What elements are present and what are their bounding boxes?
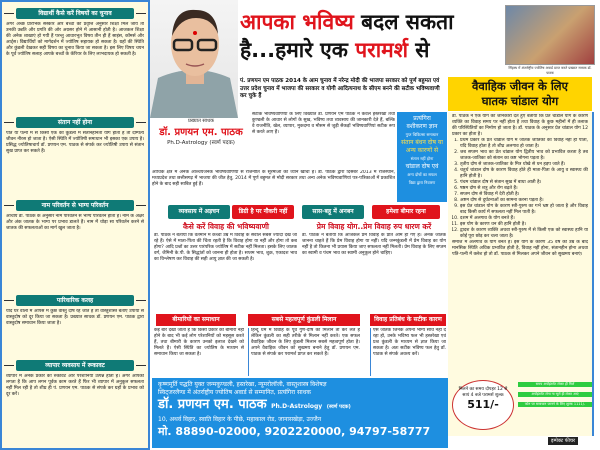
chandal-outro: समाज में अलगाव के योग बनते हैं। इस योग के कारण 35 वर्ष की उम्र के बाद मानसिक स्थिति अधिक प्रभावित होती है, विवाह नहीं होना, संतानहीन होना अथवा पति-पत्नी में क्लेश हो तो डॉ. पाठक से मिलकर अपने जीवन को सुखमय बनाएं।	[452, 240, 588, 257]
service-line: गुप्त चिकित्सा समाधान	[405, 132, 439, 137]
services-box	[397, 112, 447, 202]
banner-line: वैवाहिक जीवन के लिए	[472, 79, 568, 93]
intro-paragraph-continued: आर्थिक क्षेत्र में अनेक आश्चर्यजनक भविष्यवाणियों से राजनीति के सूरमाओं का ध्यान खींचा है। डॉ. पाठक द्वारा दिसंबर 2013 में राजस्थान, मध्यप्रदेश तथा छत्तीसगढ़ में भाजपा की जीत हेतु, 2014 में पूर्ण बहुमत से मोदी सरकार तथा अन्य अनेक भविष्यवाणियां पत्र-पत्रिकाओं में प्रकाशित होने के बाद सही साबित हुई हैं।	[152, 170, 395, 187]
section-heading: संतान नहीं होना	[16, 117, 134, 128]
headline-black-part: है...हमारे एक	[240, 38, 356, 62]
section-text: अगर अच्छे प्रारंभिक संस्कार और बच्चों की प्रवृत्ति अनुसार शिक्षा मिल जाये तो उनकी उन्नति और प्रगति की ओर अग्रसर होने में आसानी होती है। आजकल शिक्षा की अनेक शाखाएं हो गयी हैं परन्तु आधारभूत विषय तीन ही हैं साइंस, कॉमर्स और आर्ट्स। विद्यार्थियों को मार्गदर्शन में ज्योतिष सहायक हो सकता है। ग्रहों की स्थिति और कुंडली देखकर सही विषय का चुनाव किया जा सकता है। इस लिए विषय चयन के पूर्व ज्योतिष सलाह आपके बच्चों के कॅरियर के लिए लाभदायक हो सकती है।	[6, 22, 144, 57]
timing-fee-badge	[452, 380, 514, 430]
restriction-heading: विवाह प्रतिबंध के सटीक कारण	[370, 314, 446, 326]
intro-paragraph: सटीक भविष्यवाणियों के लिए विख्यात डॉ. प्रणयन एम पाठक ने केवल हस्तरेखा तथा कुण्डली के आधार से लोगों के सुख, भविष्य तथा व्यवसाय की जानकारी देते हैं, बल्कि वे राजनीति, खेल, व्यापार, मुकदमा व मौसम से जुड़ी सैकड़ों भविष्यवाणियां सटीक रूप से करते आए हैं।	[252, 112, 395, 135]
service-line: प्रत्यंगिरा	[413, 115, 431, 122]
tab-health: हमेशा बीमार रहना	[372, 205, 440, 219]
contact-phone[interactable]: मो. 88890-02000, 9202220000, 94797-58777	[158, 425, 431, 438]
astrologer-role: प्रख्यात साधक	[188, 118, 214, 124]
timing-text: मिलने का समय दोपहर 12 से सायं 4 बजे परामर्श शुल्क	[458, 387, 508, 398]
contact-services: कृष्णमूर्ति पद्धति युक्त जन्मकुण्डली, हस्तरेखा, न्यूमरोलॉजी, वास्तुशास्त्र विशेषज्ञ	[158, 381, 327, 388]
service-line: विद्या द्वारा निवारण	[408, 180, 436, 185]
matching-text: हिन्दू धर्म में विवाह के पूर्व गुण-दोष का मिलान तो कर लेते हैं लेकिन कुंडली का सही तरीके से मिलान नहीं करते। एक सफल वैवाहिक जीवन के लिए कुंडली मिलान सबसे महत्वपूर्ण होता है। अपने वैवाहिक जीवन को सुखमय बनाने हेतु डॉ. प्रणयन एम. पाठक से संपर्क कर परामर्श प्राप्त कर सकते हैं।	[248, 328, 360, 376]
section-heading: पारिवारिक कलह	[16, 295, 134, 306]
service-line: वशीकरण ज्ञान	[406, 123, 438, 130]
contact-box	[152, 378, 448, 448]
headline-red-part: परामर्श	[355, 38, 408, 62]
left-column	[0, 0, 150, 450]
chandal-list-item: 5. पंचम चांडाल दोष से संतान सुख में बाधा आती है।	[460, 180, 588, 186]
chandal-list-item: 8. अष्टम दोष से दुर्घटनाओं का सामना करना पड़ता है।	[460, 198, 588, 204]
service-line: चांडाल दोष एवं	[405, 163, 439, 170]
restriction-text: ऐसे जातक जिनके अपना भाग्य साथ नहीं दे रहा हो, उनके भविष्य फल भी हस्तरेखा एवं प्रश्न कुंडली के माध्यम से ज्ञात किया जा सकता है। अतः सटीक भविष्य फल हेतु डॉ. पाठक से संपर्क अवश्य करें।	[370, 328, 446, 376]
chandal-list	[452, 138, 588, 240]
contact-degree: Ph.D-Astrology	[271, 403, 323, 410]
marriage-text: डॉ. पाठक ने बताया कि वर्तमान में कच्ची उम्र में विवाह के सवाल सबसे ज्यादा देखे जा रहे हैं। ऐसे में माता-पिता की चिंता रहती है कि विवाह होगा या नहीं और होगा तो कब होगा? आदि प्रश्नों का उत्तर पारंपरिक ज्योतिष में सटीक नहीं मिलता। इसके लिए जातक वर्ग, जैमिनी के.पी. के सिद्धांतों को जानना ही होता है। सप्तम भाव, शुक्र, एकादश भाव का विश्लेषण कर विवाह की सही आयु ज्ञात की जा सकती है।	[154, 233, 297, 262]
left-section	[6, 8, 144, 114]
contact-name: डॉ. प्रणयन एम. पाठक	[158, 397, 267, 412]
green-note: समय अपॉइंटमेंट लेकर ही मिलें	[518, 382, 592, 387]
astrologer-photo	[150, 0, 238, 118]
section-text: व्यापार में अनेक प्रकार की रुकावटें और परेशानियां उत्पन्न होती हैं। अगर आपको लगता है कि आप लगन पूर्वक काम करते हैं फिर भी व्यापार में अनुकूल सफलता नहीं मिल रही है तो शीघ्र ही पं. प्रणयन एम. पाठक से संपर्क कर ग्रहों के प्रभाव को दूर करें।	[6, 374, 144, 397]
section-heading: विद्यार्थी कैसे करें विषयों का चुनाव	[16, 8, 134, 19]
impact-feature-label: इम्पेक्ट फीचर	[548, 437, 578, 445]
award-photo	[505, 5, 595, 65]
astrologer-name: डॉ. प्रणयन एम. पाठक	[159, 127, 243, 138]
chandal-list-item: 6. षष्ठम दोष से शत्रु और रोग बढ़ते हैं।	[460, 186, 588, 192]
matching-heading: सबसे महत्वपूर्ण कुंडली मिलान	[248, 314, 360, 326]
left-section	[6, 200, 144, 292]
chandal-list-item: 4. चतुर्थ चांडाल दोष के कारण विवाह होते ही माता-पिता के आयु व स्वास्थ्य की हानि होती है।	[460, 168, 588, 180]
left-section	[6, 295, 144, 357]
section-text: पति या पत्नी में से किसी एक की कुंडली में संतानहीनता योग होता है तो दाम्पत्य जीवन नीरस हो जाता है। ऐसी स्थिति में ज्योतिषी समाधान भी इसका एक उपाय है। प्रसिद्ध ज्योतिषाचार्य डॉ. प्रणयन एम. पाठक से संपर्क कर ज्योतिषी उपाय से संतान सुख प्राप्त कर सकते हैं।	[6, 131, 144, 154]
section-text: यदि घर वालों में आपस में कुछ वास्तु दोष रह जाते हैं तो वास्तुशास्त्र बताए उपायों से वास्तुदोष को दूर किया जा सकता है। प्रख्यात साधक डॉ. प्रणयन एम. पाठक द्वारा वास्तुदोष समाधान किया जाता है।	[6, 309, 144, 326]
section-heading: व्यापार व्यवसाय में रूकावट	[16, 360, 134, 371]
service-line: अन्य दोषों का सफल	[407, 172, 437, 177]
headline-black-part: बदल सकता	[353, 10, 454, 34]
chandal-list-item: 3. तृतीय दोष से जातक-जातिका के मित्र धोखे से धन हड़प जाते हैं।	[460, 162, 588, 168]
consultation-fee: 511/-	[467, 398, 499, 411]
love-marriage-text: डॉ. पाठक ने बताया कि आजकल प्रेम विवाह के प्रति आम हो गए हैं। अनेक जातक जानना चाहते हैं कि प्रेम विवाह होगा या नहीं। यदि जन्मकुंडली में प्रेम विवाह का योग नहीं है तो कितना भी प्रयास किया जाए सफलता नहीं मिलती। प्रेम विवाह के लिए सप्तम का स्वामी व पंचम भाव का स्वामी अनुकूल होने चाहिए।	[302, 233, 446, 256]
chandal-list-item: 12. द्वादश के कारण व्यक्ति अथवा स्त्री-पुरुष में से किसी एक को स्वास्थ्य हानि या कोई पूरा छोड़ कर चला जाता है।	[460, 228, 588, 240]
tab-business: व्यवसाय में अड़चन	[168, 205, 230, 219]
left-section	[6, 360, 144, 422]
section-heading: नाम परिवर्तन से भाग्य परिवर्तन	[16, 200, 134, 211]
disease-heading: बीमारियों का समाधान	[156, 314, 236, 326]
service-line: अन्य कारणों से	[405, 147, 439, 154]
tab-job: डिग्री है पर नौकरी नहीं	[232, 205, 294, 219]
subheadline: पं. प्रणयन एम पाठक 2014 के आम चुनाव में नरेन्द्र मोदी की भाजपा सरकार को पूर्ण बहुमत एवं उत्तर प्रदेश चुनाव में भाजपा की सरकार व योगी आदित्यनाथ के सीएम बनने की सटीक भविष्यवाणी कर चुके हैं	[240, 78, 440, 99]
chandal-yog-banner	[448, 77, 592, 111]
contact-address: 10, अथर्व विहार, स्वाति विहार के पीछे, महाकाल रोड, जानासखेड़ा, उज्जैन	[158, 416, 322, 423]
service-line: संतान बंधन दोष या	[401, 139, 443, 146]
chandal-list-item: 1. प्रथम प्रकार के प्रेत चांडाल योग में जातक जातिका का विवाह नहीं हो पाता, यदि विवाह होता है तो शीघ्र अलगाव हो जाता है।	[460, 138, 588, 150]
marriage-heading: कैसे करें विवाह की भविष्यवाणी	[183, 222, 269, 231]
chandal-intro: डॉ. पाठक ने एक योग की जानकारी देते हुए बताया कि प्रेत चांडाल योग के कारण व्यक्ति का विवाह समय पर नहीं होता है तथा विवाह के कुछ महीनों में ही तलाक की परिस्थितियों का निर्माण हो जाता है। डॉ. पाठक के अनुसार प्रेत चांडाल योग 12 प्रकार का होता है।	[452, 114, 588, 137]
astrologer-degree: Ph.D-Astrology (स्वर्ण पदक)	[167, 140, 235, 146]
disease-text: कई बार देखा जाता है कि किसी प्रकार की बीमारी नहीं होने के बाद भी कई लोग परेशानियों को महसूस करते हैं, तथा बीमारी के कारण उनको इलाज देखने को मिलते हैं। ऐसी स्थिति का ज्योतिष के माध्यम से समाधान किया जा सकता है।	[154, 328, 244, 357]
main-headline	[240, 8, 454, 64]
chandal-list-item: 10. दशम में अलगाव के योग बनते हैं।	[460, 216, 588, 222]
chandal-list-item: 9. इस प्रेत चांडाल योग के कारण स्त्री-पुरुष का गर्भ भ्रष्ट हो जाता है और विवाह बाद किसी कार्य में सफलता नहीं मिल पाती है।	[460, 204, 588, 216]
service-line: संतान नहीं होना	[410, 156, 434, 161]
astrologer-name-block	[152, 118, 250, 146]
left-section	[6, 117, 144, 197]
contact-medal: (स्वर्ण पदक)	[326, 404, 351, 410]
section-text: आचार्य डॉ. पाठक के अनुसार नाम परिवर्तन से भाग्य परिवर्तन होता है। नाम के अक्षर और अंक जातक के भाग्य पर प्रभाव डालते हैं। नाम में थोड़ा सा परिवर्तन करने से जातक की सफलताओं का मार्ग खुल जाता है।	[6, 214, 144, 231]
green-note: अपॉइंटमेंट लेना ना भूलें ही लेकर आएं	[518, 392, 592, 397]
award-photo-caption: सिंहस्थ में अंतर्राष्ट्रीय ज्योतिष अवार्ड प्राप्त करते प्रख्यात साधक डॉ. पाठक	[508, 66, 592, 75]
chandal-list-item: 7. सप्तम दोष से विवाह में देरी होती है।	[460, 192, 588, 198]
chandal-list-item: 11. इस योग के कारण धन की हानि होती है।	[460, 222, 588, 228]
tab-family: सास-बहू में अनबन	[302, 205, 364, 219]
chandal-yog-column	[448, 112, 594, 376]
headline-red-part: आपका भविष्य	[240, 10, 354, 34]
chandal-list-item: 2. जब सप्तम भाव का प्रेत चांडाल योग द्वितीय भाव को प्रभावित करता है तब जातक-जातिका को संतान का कष्ट भोगना पड़ता है।	[460, 150, 588, 162]
love-marriage-heading: प्रेम विवाह योग..प्रेम विवाह रुप धारण करें	[316, 222, 432, 231]
contact-award: स्विट्जरलैण्ड में अंतर्राष्ट्रीय ज्योतिष अवार्ड से सम्मानित, प्रत्यंगिरा साधक	[158, 389, 312, 396]
banner-line: घातक चांडाल योग	[481, 94, 559, 108]
headline-black-part: से	[407, 38, 430, 62]
green-note: फोन पर समाधान जानने के लिए शुल्क 1111/-	[518, 402, 592, 407]
